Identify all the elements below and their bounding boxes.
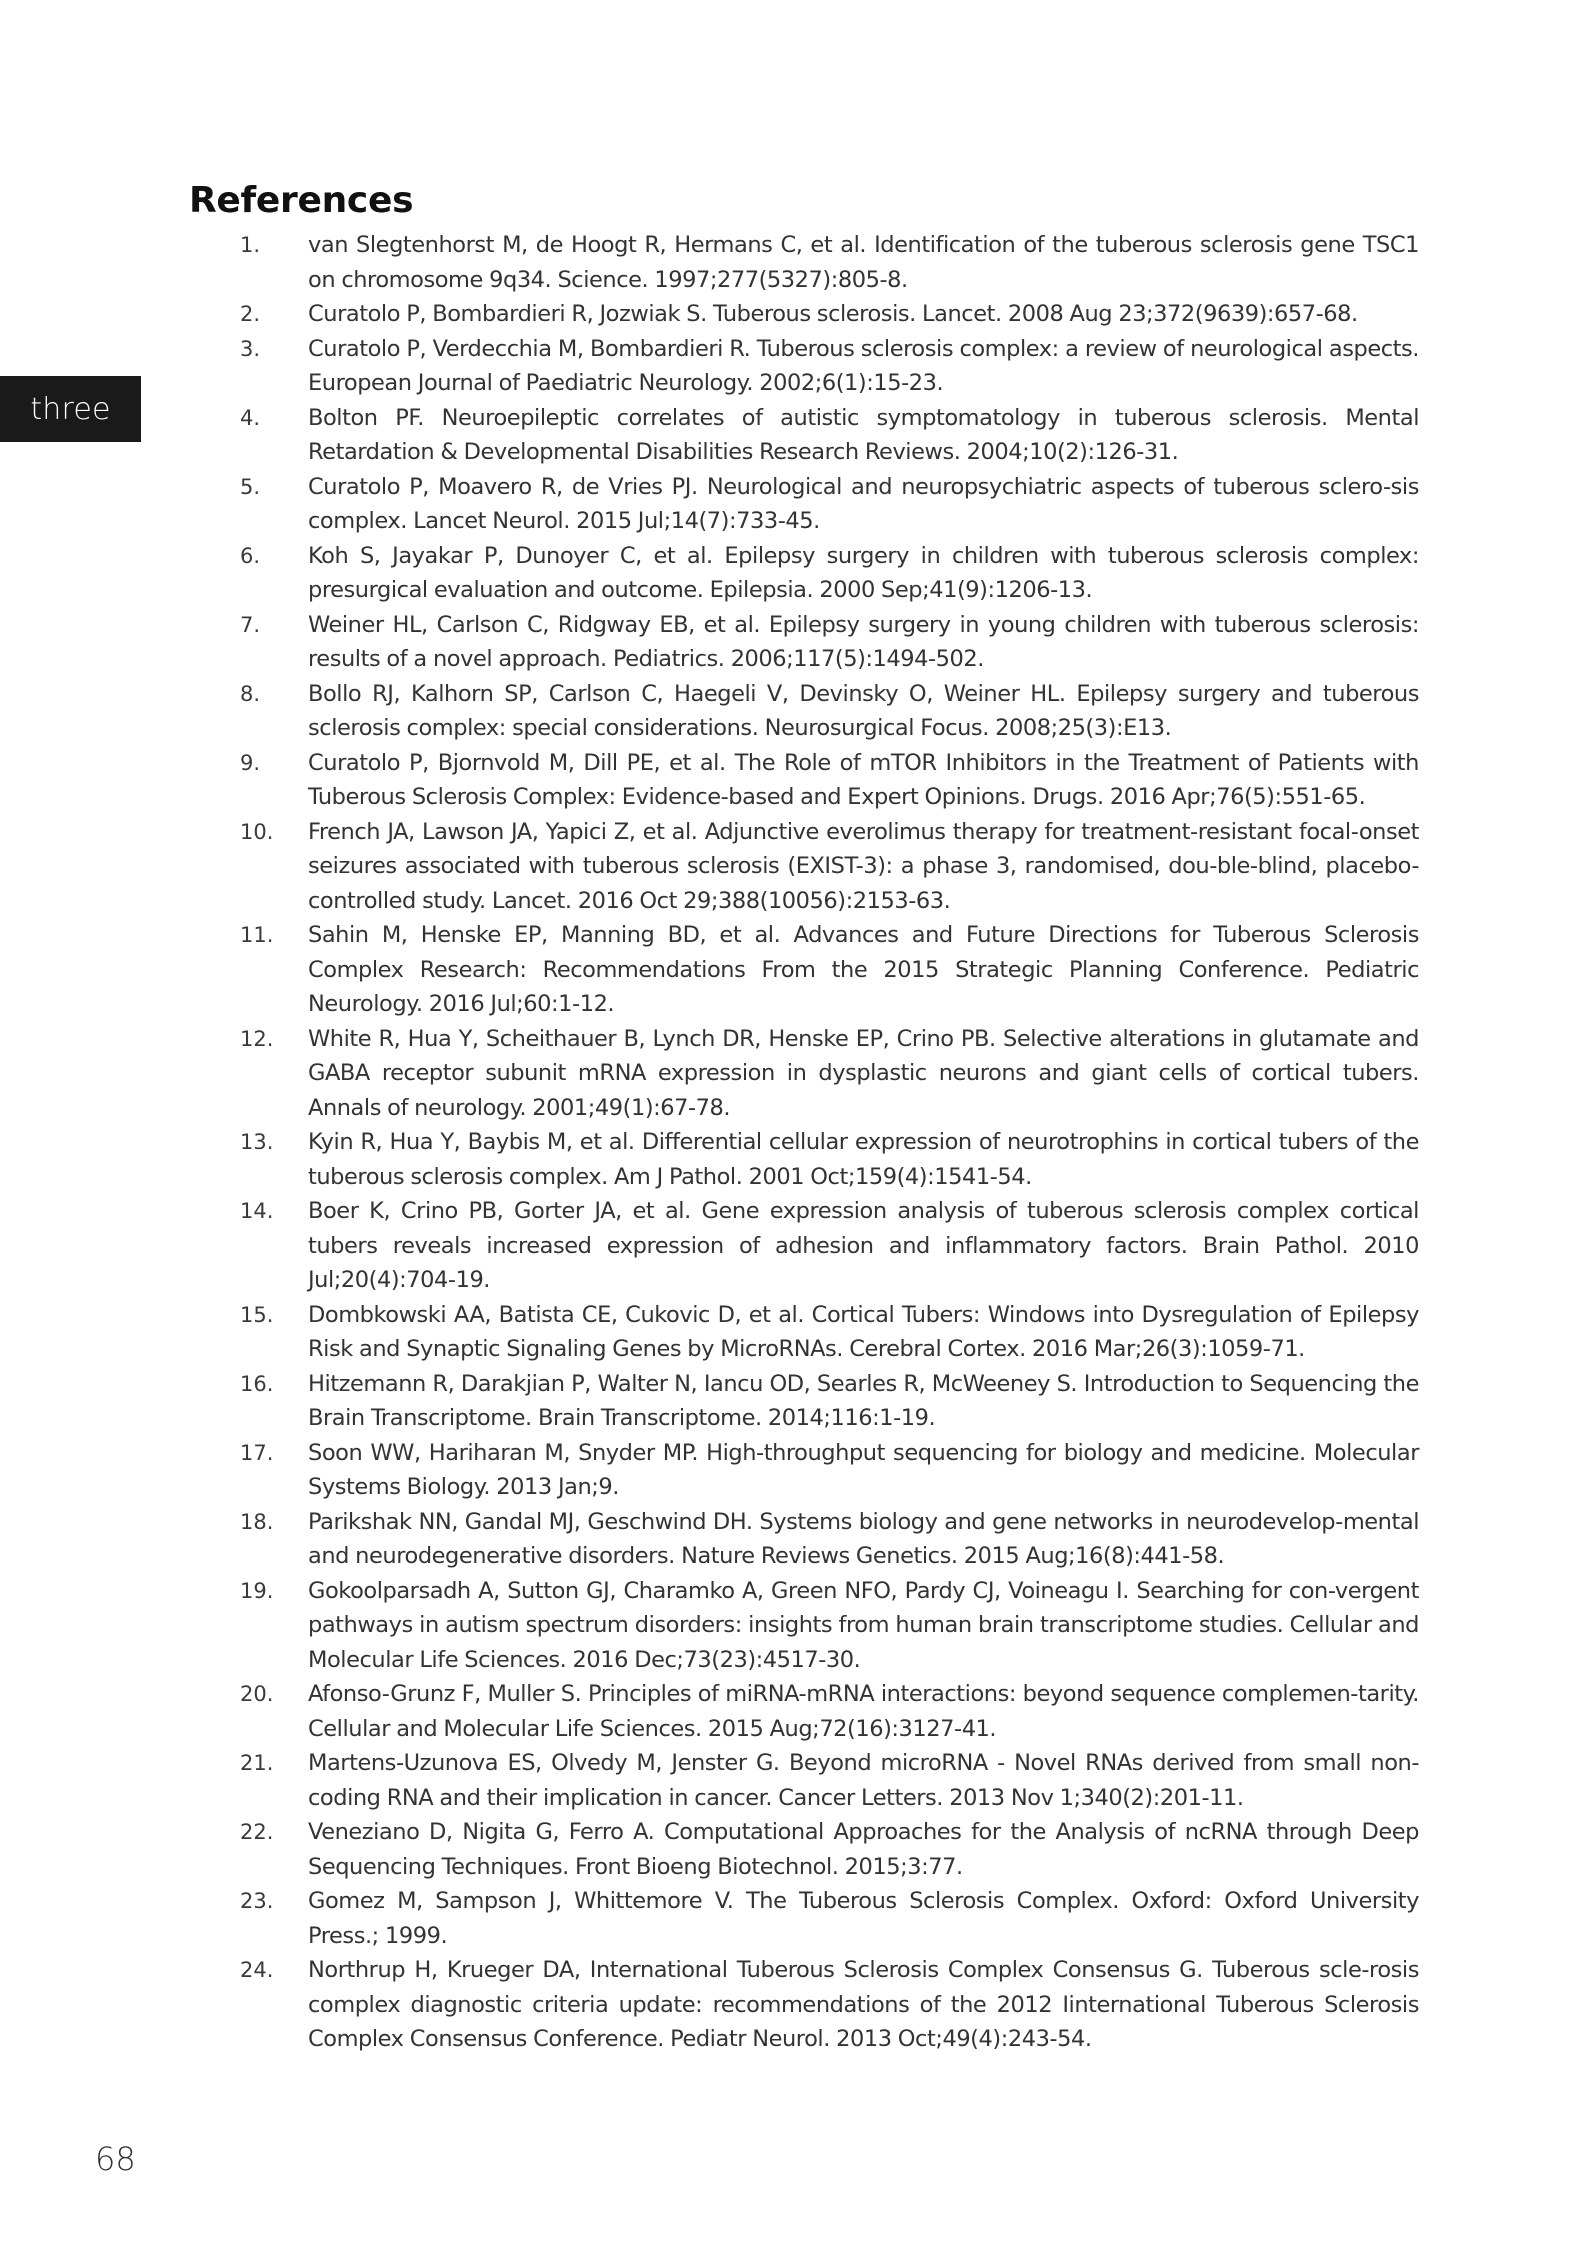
reference-item: [240, 815, 1419, 919]
reference-item: [240, 1953, 1419, 2057]
reference-number: 11.: [240, 923, 274, 947]
reference-text: Northrup H, Krueger DA, International Tuberous Sclerosis Complex Consensus G. Tuberous scle-rosis complex diagnostic criteria update: recommendations of the 2012 Iinternational Tuberous Sclerosis Complex Consensus Conference. Pediatr Neurol. 2013 Oct;49(4):243-54.: [308, 1957, 1419, 2052]
reference-item: [240, 297, 1419, 332]
reference-text: Gomez M, Sampson J, Whittemore V. The Tuberous Sclerosis Complex. Oxford: Oxford University Press.; 1999.: [308, 1888, 1419, 1949]
reference-number: 10.: [240, 819, 274, 844]
reference-text: van Slegtenhorst M, de Hoogt R, Hermans C, et al. Identification of the tuberous sclerosis gene TSC1 on chromosome 9q34. Science. 1997;277(5327):805-8.: [308, 232, 1419, 293]
reference-item: [240, 1574, 1419, 1678]
reference-item: [240, 228, 1419, 297]
reference-text: White R, Hua Y, Scheithauer B, Lynch DR, Henske EP, Crino PB. Selective alterations in glutamate and GABA receptor subunit mRNA expression in dysplastic neurons and giant cells of cortical tubers. Annals of neurology. 2001;49(1):67-78.: [308, 1025, 1419, 1121]
reference-text: Parikshak NN, Gandal MJ, Geschwind DH. Systems biology and gene networks in neurodevelop-mental and neurodegenerative disorders. Nature Reviews Genetics. 2015 Aug;16(8):441-58.: [308, 1508, 1419, 1569]
reference-item: [240, 918, 1419, 1022]
reference-text: Gokoolparsadh A, Sutton GJ, Charamko A, Green NFO, Pardy CJ, Voineagu I. Searching for con-vergent pathways in autism spectrum disorders: insights from human brain transcriptome studies. Cellular and Molecular Life Sciences. 2016 Dec;73(23):4517-30.: [308, 1577, 1419, 1673]
reference-number: 1.: [240, 233, 261, 257]
references-heading: References: [189, 180, 414, 221]
reference-number: 14.: [240, 1199, 274, 1223]
reference-number: 16.: [240, 1371, 274, 1396]
reference-text: Curatolo P, Bjornvold M, Dill PE, et al. The Role of mTOR Inhibitors in the Treatment of Patients with Tuberous Sclerosis Complex: Evidence-based and Expert Opinions. Drugs. 2016 Apr;76(5):551-65.: [308, 749, 1419, 810]
reference-number: 20.: [240, 1682, 274, 1706]
reference-number: 8.: [240, 681, 261, 706]
reference-number: 5.: [240, 474, 261, 499]
reference-text: Kyin R, Hua Y, Baybis M, et al. Differential cellular expression of neurotrophins in cortical tubers of the tuberous sclerosis complex. Am J Pathol. 2001 Oct;159(4):1541-54.: [308, 1129, 1419, 1190]
reference-item: [240, 1022, 1419, 1126]
reference-list: [240, 228, 1419, 2057]
reference-number: 23.: [240, 1889, 274, 1913]
reference-item: [240, 1746, 1419, 1815]
reference-text: Curatolo P, Verdecchia M, Bombardieri R. Tuberous sclerosis complex: a review of neurological aspects. European Journal of Paediatric Neurology. 2002;6(1):15-23.: [308, 335, 1419, 396]
reference-item: [240, 1194, 1419, 1298]
reference-text: Bollo RJ, Kalhorn SP, Carlson C, Haegeli V, Devinsky O, Weiner HL. Epilepsy surgery and tuberous sclerosis complex: special considerations. Neurosurgical Focus. 2008;25(3):E13.: [308, 680, 1419, 741]
reference-text: Afonso-Grunz F, Muller S. Principles of miRNA-mRNA interactions: beyond sequence complemen-tarity. Cellular and Molecular Life Sciences. 2015 Aug;72(16):3127-41.: [308, 1681, 1419, 1742]
reference-text: Dombkowski AA, Batista CE, Cukovic D, et al. Cortical Tubers: Windows into Dysregulation of Epilepsy Risk and Synaptic Signaling Genes by MicroRNAs. Cerebral Cortex. 2016 Mar;26(3):1059-71.: [308, 1301, 1419, 1362]
reference-number: 15.: [240, 1302, 274, 1327]
reference-item: [240, 1367, 1419, 1436]
reference-number: 6.: [240, 543, 261, 568]
reference-number: 17.: [240, 1440, 274, 1465]
reference-item: [240, 1298, 1419, 1367]
reference-number: 2.: [240, 302, 261, 326]
reference-item: [240, 1505, 1419, 1574]
reference-item: [240, 1884, 1419, 1953]
reference-item: [240, 470, 1419, 539]
reference-item: [240, 608, 1419, 677]
reference-item: [240, 332, 1419, 401]
reference-text: Bolton PF. Neuroepileptic correlates of autistic symptomatology in tuberous sclerosis. Mental Retardation & Developmental Disabilities Research Reviews. 2004;10(2):126-31.: [308, 404, 1419, 465]
reference-item: [240, 746, 1419, 815]
reference-number: 4.: [240, 405, 261, 430]
reference-number: 9.: [240, 750, 261, 775]
reference-text: Martens-Uzunova ES, Olvedy M, Jenster G. Beyond microRNA - Novel RNAs derived from small non-coding RNA and their implication in cancer. Cancer Letters. 2013 Nov 1;340(2):201-11.: [308, 1750, 1419, 1811]
reference-item: [240, 1125, 1419, 1194]
reference-number: 21.: [240, 1751, 274, 1775]
reference-item: [240, 677, 1419, 746]
reference-text: Koh S, Jayakar P, Dunoyer C, et al. Epilepsy surgery in children with tuberous sclerosis complex: presurgical evaluation and outcome. Epilepsia. 2000 Sep;41(9):1206-13.: [308, 542, 1419, 603]
reference-text: Veneziano D, Nigita G, Ferro A. Computational Approaches for the Analysis of ncRNA through Deep Sequencing Techniques. Front Bioeng Biotechnol. 2015;3:77.: [308, 1819, 1419, 1880]
reference-number: 12.: [240, 1026, 274, 1051]
reference-text: Boer K, Crino PB, Gorter JA, et al. Gene expression analysis of tuberous sclerosis complex cortical tubers reveals increased expression of adhesion and inflammatory factors. Brain Pathol. 2010 Jul;20(4):704-19.: [308, 1198, 1419, 1293]
reference-number: 24.: [240, 1958, 274, 1982]
reference-number: 22.: [240, 1820, 274, 1844]
reference-number: 18.: [240, 1509, 274, 1534]
page-number: 68: [95, 2140, 136, 2178]
reference-number: 19.: [240, 1578, 274, 1603]
reference-number: 13.: [240, 1130, 274, 1154]
reference-item: [240, 1677, 1419, 1746]
reference-item: [240, 539, 1419, 608]
reference-text: Curatolo P, Bombardieri R, Jozwiak S. Tuberous sclerosis. Lancet. 2008 Aug 23;372(9639):657-68.: [308, 301, 1358, 327]
reference-text: Curatolo P, Moavero R, de Vries PJ. Neurological and neuropsychiatric aspects of tuberous sclero-sis complex. Lancet Neurol. 2015 Jul;14(7):733-45.: [308, 473, 1419, 534]
reference-item: [240, 1436, 1419, 1505]
reference-text: Hitzemann R, Darakjian P, Walter N, Iancu OD, Searles R, McWeeney S. Introduction to Sequencing the Brain Transcriptome. Brain Transcriptome. 2014;116:1-19.: [308, 1370, 1419, 1431]
reference-number: 3.: [240, 336, 261, 361]
chapter-tab: three: [0, 376, 141, 442]
reference-number: 7.: [240, 612, 261, 637]
reference-text: Weiner HL, Carlson C, Ridgway EB, et al. Epilepsy surgery in young children with tuberous sclerosis: results of a novel approach. Pediatrics. 2006;117(5):1494-502.: [308, 611, 1419, 672]
reference-text: Soon WW, Hariharan M, Snyder MP. High-throughput sequencing for biology and medicine. Molecular Systems Biology. 2013 Jan;9.: [308, 1439, 1419, 1500]
reference-item: [240, 1815, 1419, 1884]
reference-text: Sahin M, Henske EP, Manning BD, et al. Advances and Future Directions for Tuberous Sclerosis Complex Research: Recommendations From the 2015 Strategic Planning Conference. Pediatric Neurology. 2016 Jul;60:1-12.: [308, 922, 1419, 1017]
reference-text: French JA, Lawson JA, Yapici Z, et al. Adjunctive everolimus therapy for treatment-resistant focal-onset seizures associated with tuberous sclerosis (EXIST-3): a phase 3, randomised, dou-ble-blind, placebo-controlled study. Lancet. 2016 Oct 29;388(10056):2153-63.: [308, 818, 1419, 914]
reference-item: [240, 401, 1419, 470]
